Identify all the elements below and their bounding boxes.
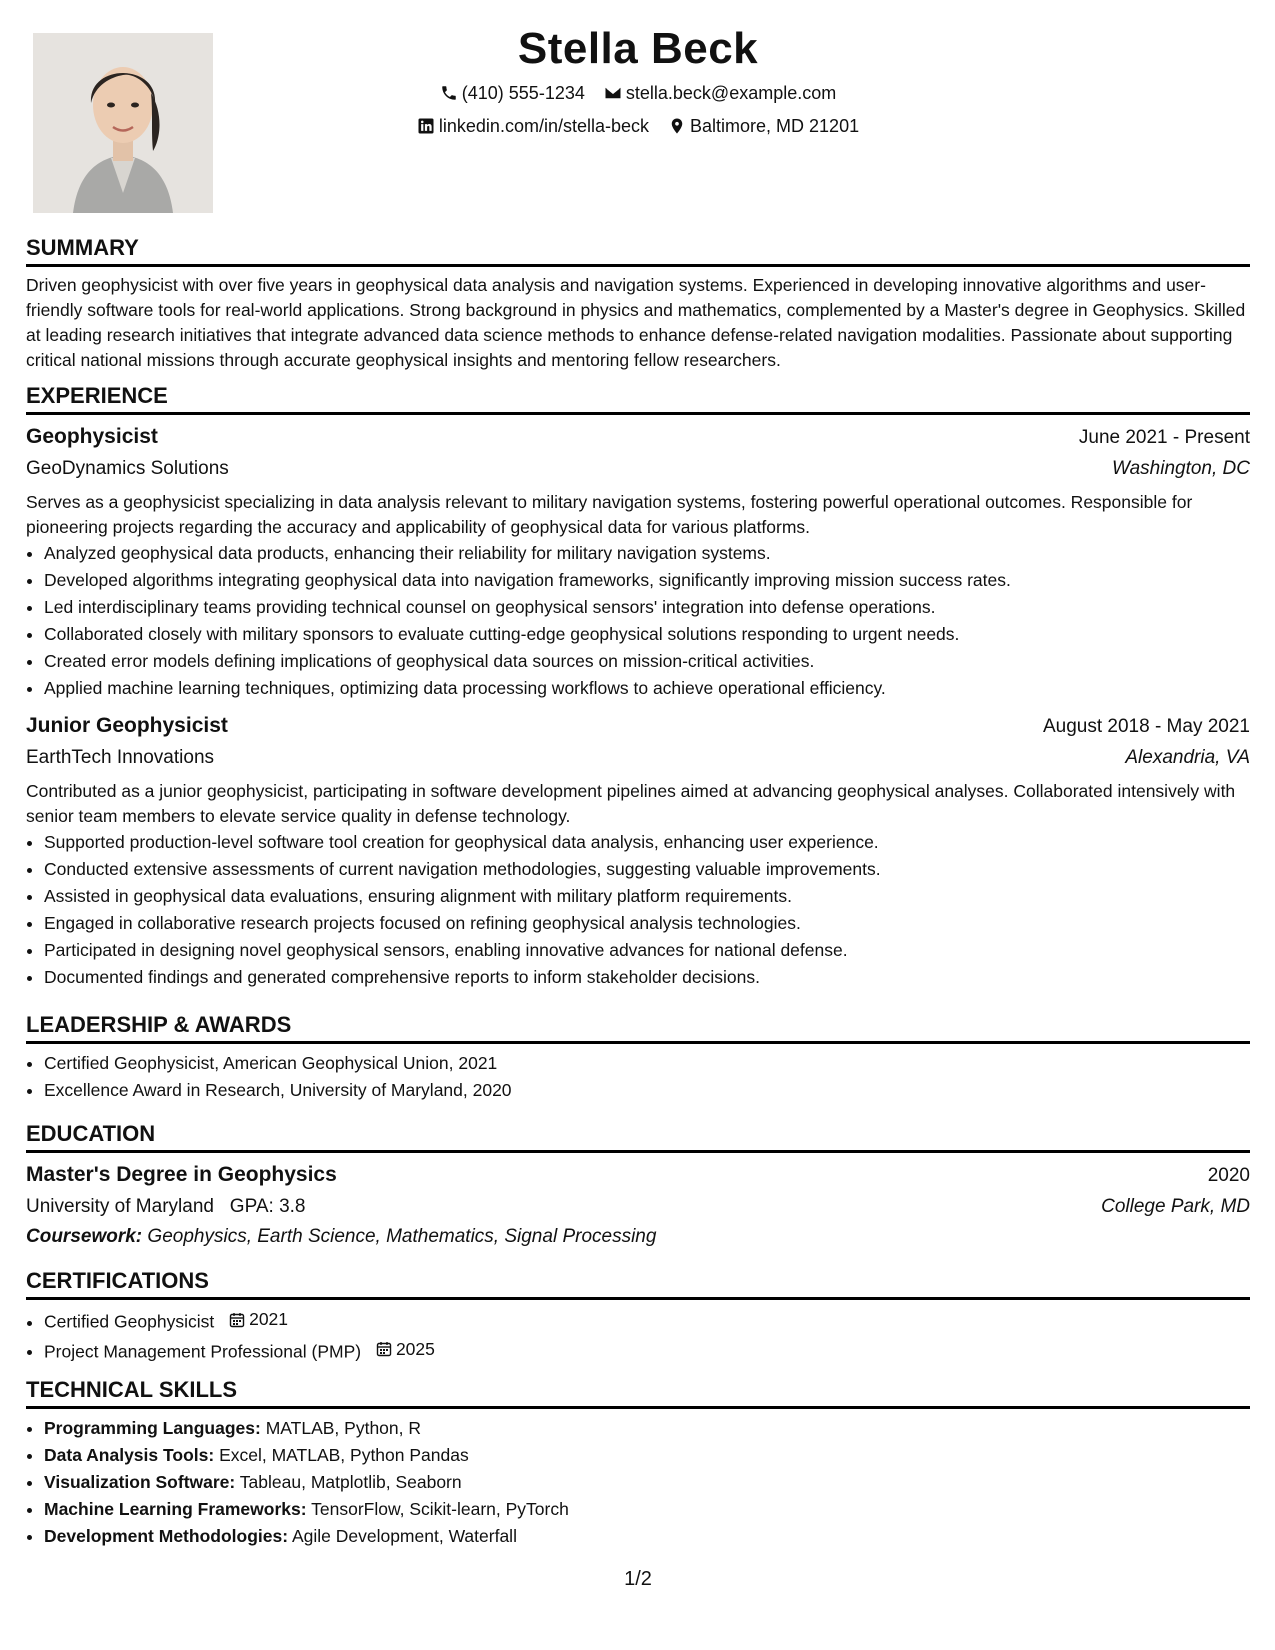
linkedin-icon — [417, 117, 435, 135]
skill-category: Machine Learning Frameworks: — [44, 1499, 307, 1519]
job-entry — [26, 421, 1250, 702]
page-number: 1/2 — [624, 1568, 652, 1590]
leadership-list — [26, 1050, 1250, 1104]
certification-year: 2025 — [395, 1338, 435, 1359]
resume-header — [26, 20, 1250, 144]
leadership-title: LEADERSHIP & AWARDS — [26, 1011, 1250, 1044]
list-item: • Led interdisciplinary teams providing technical counsel on geophysical sensors' integration into defense operations. — [44, 594, 1250, 621]
list-item: • Applied machine learning techniques, optimizing data processing workflows to achieve operational efficiency. — [44, 675, 1250, 702]
job-bullets — [26, 540, 1250, 702]
list-item: • Created error models defining implications of geophysical data sources on mission-critical activities. — [44, 648, 1250, 675]
email-address[interactable]: stella.beck@example.com — [625, 83, 837, 103]
resume-page — [26, 0, 1250, 1650]
calendar-icon — [229, 1312, 245, 1328]
company-name: EarthTech Innovations — [26, 747, 215, 768]
coursework-list: Geophysics, Earth Science, Mathematics, Signal Processing — [147, 1226, 657, 1247]
skill-category: Development Methodologies: — [44, 1526, 289, 1546]
coursework — [26, 1222, 1250, 1252]
summary-title: SUMMARY — [26, 234, 1250, 267]
job-title: Junior Geophysicist — [26, 714, 228, 737]
email-contact[interactable] — [604, 78, 836, 108]
education-title: EDUCATION — [26, 1120, 1250, 1153]
map-pin-icon — [668, 117, 686, 135]
skill-values: TensorFlow, Scikit-learn, PyTorch — [311, 1499, 569, 1519]
phone-number: (410) 555-1234 — [461, 83, 585, 103]
graduation-year: 2020 — [1207, 1165, 1250, 1186]
list-item — [44, 1336, 1250, 1366]
school-name: University of Maryland — [26, 1196, 214, 1217]
job-bullets — [26, 829, 1250, 991]
envelope-icon — [604, 84, 622, 102]
list-item — [44, 1469, 1250, 1496]
job-title: Geophysicist — [26, 425, 158, 448]
candidate-name: Stella Beck — [517, 24, 759, 73]
certifications-list — [26, 1306, 1250, 1365]
location-text: Baltimore, MD 21201 — [690, 116, 860, 136]
phone-icon — [440, 84, 458, 102]
job-location: Washington, DC — [1112, 458, 1250, 479]
contact-row-1 — [26, 78, 1250, 111]
list-item: • Assisted in geophysical data evaluations, ensuring alignment with military platform requirements. — [44, 883, 1250, 910]
skills-list — [26, 1415, 1250, 1550]
list-item — [44, 1306, 1250, 1336]
skill-values: Excel, MATLAB, Python Pandas — [219, 1445, 469, 1465]
list-item: • Analyzed geophysical data products, enhancing their reliability for military navigation systems. — [44, 540, 1250, 567]
list-item — [44, 1415, 1250, 1442]
certification-year: 2021 — [249, 1309, 289, 1329]
list-item: • Participated in designing novel geophysical sensors, enabling innovative advances for national defense. — [44, 937, 1250, 964]
certifications-section — [26, 1267, 1250, 1365]
skill-category: Visualization Software: — [44, 1472, 236, 1492]
job-description: Contributed as a junior geophysicist, participating in software development pipelines aimed at advancing geophysical analyses. Collaborated intensively with senior team members to elevate service quality in defense technology. — [26, 781, 1236, 826]
skill-values: Tableau, Matplotlib, Seaborn — [239, 1472, 462, 1492]
list-item — [44, 1496, 1250, 1523]
job-entry — [26, 710, 1250, 991]
gpa: GPA: 3.8 — [229, 1196, 306, 1217]
list-item: • Developed algorithms integrating geophysical data into navigation frameworks, significantly improving mission success rates. — [44, 567, 1250, 594]
skills-title: TECHNICAL SKILLS — [26, 1376, 1250, 1409]
list-item: • Conducted extensive assessments of current navigation methodologies, suggesting valuable improvements. — [44, 856, 1250, 883]
skill-values: MATLAB, Python, R — [265, 1418, 422, 1438]
education-section — [26, 1120, 1250, 1252]
experience-title: EXPERIENCE — [26, 382, 1250, 415]
list-item: • Certified Geophysicist, American Geophysical Union, 2021 — [44, 1050, 1250, 1077]
list-item — [44, 1523, 1250, 1550]
list-item: • Engaged in collaborative research projects focused on refining geophysical analysis technologies. — [44, 910, 1250, 937]
linkedin-url[interactable]: linkedin.com/in/stella-beck — [438, 116, 649, 136]
certification-name: Project Management Professional (PMP) — [44, 1341, 362, 1361]
skill-category: Programming Languages: — [44, 1418, 261, 1438]
job-dates: June 2021 - Present — [1078, 427, 1250, 448]
linkedin-contact[interactable] — [417, 111, 649, 141]
skill-category: Data Analysis Tools: — [44, 1445, 215, 1465]
list-item — [44, 1442, 1250, 1469]
certification-name: Certified Geophysicist — [44, 1311, 215, 1332]
location-contact — [668, 111, 859, 141]
list-item: • Collaborated closely with military sponsors to evaluate cutting-edge geophysical solutions responding to urgent needs. — [44, 621, 1250, 648]
phone-contact — [440, 78, 585, 108]
list-item: • Supported production-level software tool creation for geophysical data analysis, enhancing user experience. — [44, 829, 1250, 856]
company-name: GeoDynamics Solutions — [26, 458, 229, 479]
list-item: • Excellence Award in Research, University of Maryland, 2020 — [44, 1077, 1250, 1104]
leadership-section — [26, 1011, 1250, 1104]
summary-text: Driven geophysicist with over five years in geophysical data analysis and navigation systems. Experienced in developing innovative algorithms and user-friendly software tools for real-world applications. Strong background in physics and mathematics, complemented by a Master's degree in Geophysics. Skilled at leading research initiatives that integrate advanced data science methods to enhance defense-related navigation modalities. Passionate about supporting critical national missions through accurate geophysical insights and mentoring fellow researchers. — [26, 275, 1246, 370]
coursework-label: Coursework: — [26, 1226, 143, 1247]
skill-values: Agile Development, Waterfall — [291, 1526, 517, 1546]
degree-title: Master's Degree in Geophysics — [26, 1163, 337, 1186]
experience-section — [26, 382, 1250, 991]
job-location: Alexandria, VA — [1125, 747, 1250, 768]
school-location: College Park, MD — [1101, 1196, 1250, 1217]
calendar-icon — [376, 1341, 392, 1357]
contact-row-2 — [26, 111, 1250, 144]
summary-section — [26, 234, 1250, 373]
job-dates: August 2018 - May 2021 — [1042, 716, 1250, 737]
skills-section — [26, 1376, 1250, 1550]
list-item: • Documented findings and generated comprehensive reports to inform stakeholder decisions. — [44, 964, 1250, 991]
job-description: Serves as a geophysicist specializing in data analysis relevant to military navigation systems, fostering powerful operational outcomes. Responsible for pioneering projects regarding the accuracy and applicability of geophysical data for various platforms. — [26, 492, 1193, 537]
certifications-title: CERTIFICATIONS — [26, 1267, 1250, 1300]
